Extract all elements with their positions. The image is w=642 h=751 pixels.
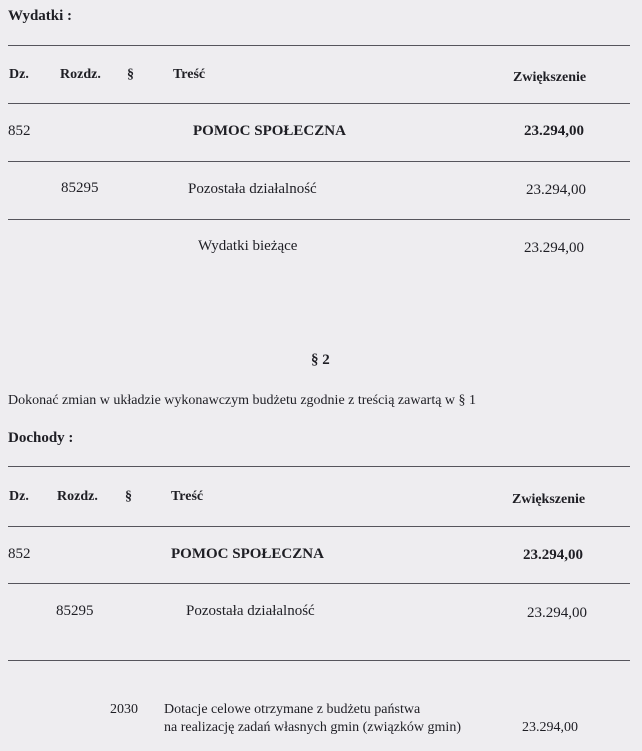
header-paragraph: § xyxy=(127,67,134,82)
paragraf-name-line2: na realizację zadań własnych gmin (związków gmin) xyxy=(164,720,461,735)
dzial-amount: 23.294,00 xyxy=(524,123,584,139)
table-rule xyxy=(8,583,630,584)
header-dz: Dz. xyxy=(9,67,29,82)
paragraf-name-line1: Dotacje celowe otrzymane z budżetu państwa xyxy=(164,702,421,717)
rozdzial-amount: 23.294,00 xyxy=(526,182,586,198)
header-paragraph: § xyxy=(125,489,132,504)
dzial-code: 852 xyxy=(8,546,31,562)
rozdzial-code: 85295 xyxy=(56,603,94,619)
dzial-code: 852 xyxy=(8,123,31,139)
table-rule xyxy=(8,466,630,467)
header-zwiekszenie: Zwiększenie xyxy=(513,70,587,85)
dochody-section-title: Dochody : xyxy=(8,430,74,446)
rozdzial-amount: 23.294,00 xyxy=(527,605,587,621)
rozdzial-code: 85295 xyxy=(61,180,99,196)
header-rozdz: Rozdz. xyxy=(57,489,98,504)
header-zwiekszenie: Zwiększenie xyxy=(512,492,586,507)
header-rozdz: Rozdz. xyxy=(60,67,101,82)
table-rule xyxy=(8,103,630,104)
table-rule xyxy=(8,660,630,661)
wydatki-biezace-amount: 23.294,00 xyxy=(524,240,584,256)
wydatki-biezace-name: Wydatki bieżące xyxy=(198,238,298,254)
rozdzial-name: Pozostała działalność xyxy=(186,603,315,619)
dzial-amount: 23.294,00 xyxy=(523,547,583,563)
table-rule xyxy=(8,161,630,162)
paragraph-text: Dokonać zmian w układzie wykonawczym budżetu zgodnie z treścią zawartą w § 1 xyxy=(8,393,477,408)
header-dz: Dz. xyxy=(9,489,29,504)
paragraph-heading: § 2 xyxy=(311,352,330,368)
paragraf-code: 2030 xyxy=(110,702,138,717)
wydatki-section-title: Wydatki : xyxy=(8,8,73,24)
rozdzial-name: Pozostała działalność xyxy=(188,181,317,197)
dzial-name: POMOC SPOŁECZNA xyxy=(171,546,324,562)
dzial-name: POMOC SPOŁECZNA xyxy=(193,123,346,139)
table-rule xyxy=(8,45,630,46)
header-tresc: Treść xyxy=(171,489,204,504)
header-tresc: Treść xyxy=(173,67,206,82)
paragraf-amount: 23.294,00 xyxy=(522,720,578,735)
table-rule xyxy=(8,219,630,220)
table-rule xyxy=(8,526,630,527)
